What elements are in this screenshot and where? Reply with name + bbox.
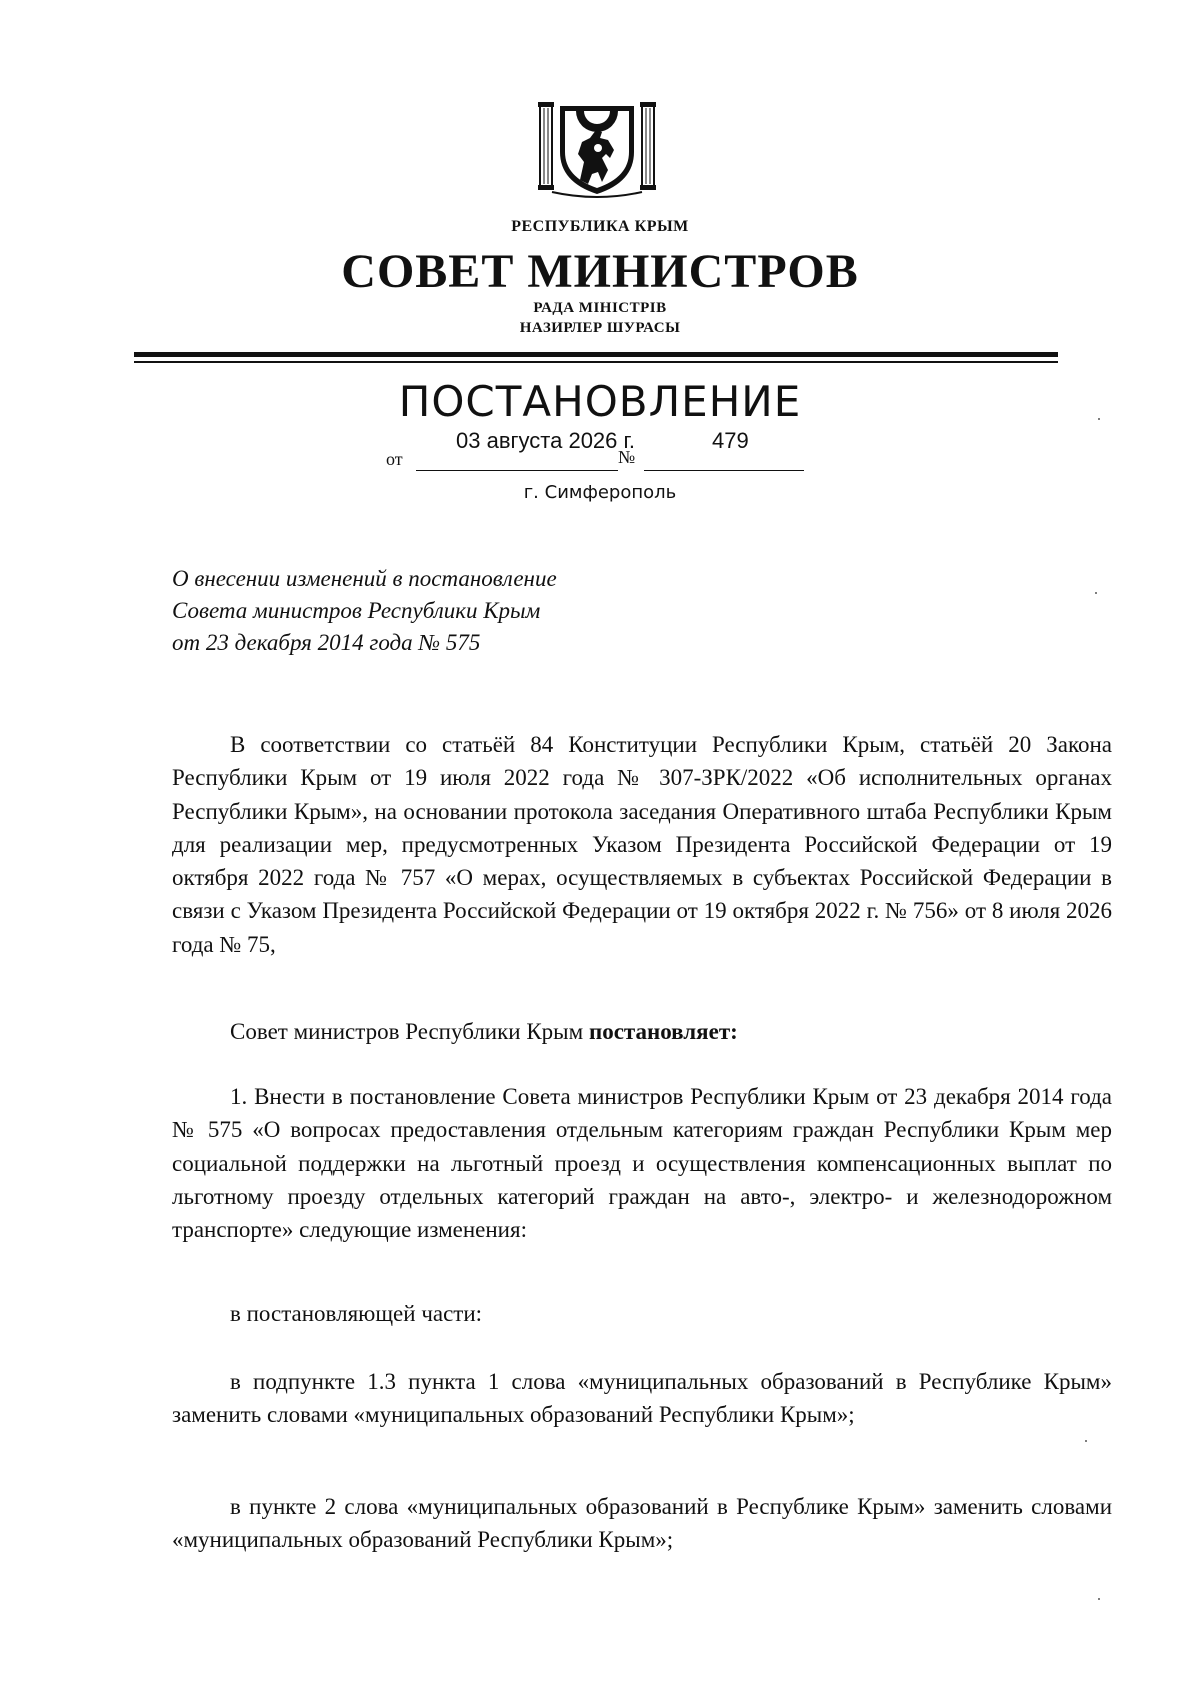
- subject-line: О внесении изменений в постановление: [172, 566, 557, 591]
- date-underline: [416, 470, 618, 471]
- resolves-text: Совет министров Республики Крым: [230, 1019, 589, 1044]
- scan-speck: [1098, 418, 1100, 420]
- subject-line: Совета министров Республики Крым: [172, 598, 541, 623]
- subject-line: от 23 декабря 2014 года № 575: [172, 630, 481, 655]
- council-title-crimean-tatar: НАЗИРЛЕР ШУРАСЫ: [519, 320, 681, 336]
- resolves-keyword: постановляет:: [588, 1019, 738, 1044]
- date-prefix: от: [386, 449, 403, 469]
- crimea-coat-of-arms-icon: [536, 92, 658, 198]
- scan-speck: [1095, 592, 1097, 594]
- council-title: СОВЕТ МИНИСТРОВ: [341, 245, 859, 298]
- item-1-paragraph: 1. Внести в постановление Совета министров Республики Крым от 23 декабря 2014 года № 575 «О вопросах предоставления отдельным категориям граждан Республики Крым мер социальной поддержки на льготный проезд и осуществления компенсационных выплат по льготному проезду отдельных категорий граждан на авто-, электро- и железнодорожном транспорте» следующие изменения:: [172, 1084, 1112, 1243]
- preamble-paragraph: В соответствии со статьёй 84 Конституции Республики Крым, статьёй 20 Закона Республики Крым от 19 июля 2022 года № 307-ЗРК/2022 «Об исполнительных органах Республики Крым», на основании протокола заседания Оперативного штаба Республики Крым для реализации мер, предусмотренных Указом Президента Российской Федерации от 19 октября 2022 года № 757 «О мерах, осуществляемых в субъектах Российской Федерации в связи с Указом Президента Российской Федерации от 19 октября 2022 г. № 756» от 8 июля 2026 года № 75,: [172, 732, 1112, 957]
- item-2-paragraph: в пункте 2 слова «муниципальных образований в Республике Крым» заменить словами «муниципальных образований Республики Крым»;: [172, 1494, 1112, 1553]
- subitem-1-3-paragraph: в подпункте 1.3 пункта 1 слова «муниципальных образований в Республике Крым» заменить словами «муниципальных образований Республики Крым»;: [172, 1369, 1112, 1428]
- date-number-line: [376, 428, 806, 472]
- operative-part-paragraph: в постановляющей части:: [230, 1301, 483, 1326]
- decree-number: 479: [712, 428, 749, 453]
- decree-title: ПОСТАНОВЛЕНИЕ: [398, 377, 802, 426]
- scan-speck: [1098, 1598, 1100, 1600]
- number-prefix: №: [618, 447, 636, 467]
- decree-subject: [172, 563, 772, 659]
- decree-date: 03 августа 2026 г.: [456, 428, 635, 453]
- number-underline: [644, 470, 804, 471]
- resolves-paragraph: [172, 1015, 1112, 1048]
- scan-speck: [1085, 1440, 1087, 1442]
- decree-city: г. Симферополь: [523, 482, 677, 503]
- council-title-ukrainian: РАДА МІНІСТРІВ: [533, 300, 667, 316]
- republic-name: РЕСПУБЛИКА КРЫМ: [511, 218, 689, 235]
- header-divider-thin: [134, 361, 1058, 363]
- header-divider-thick: [134, 352, 1058, 357]
